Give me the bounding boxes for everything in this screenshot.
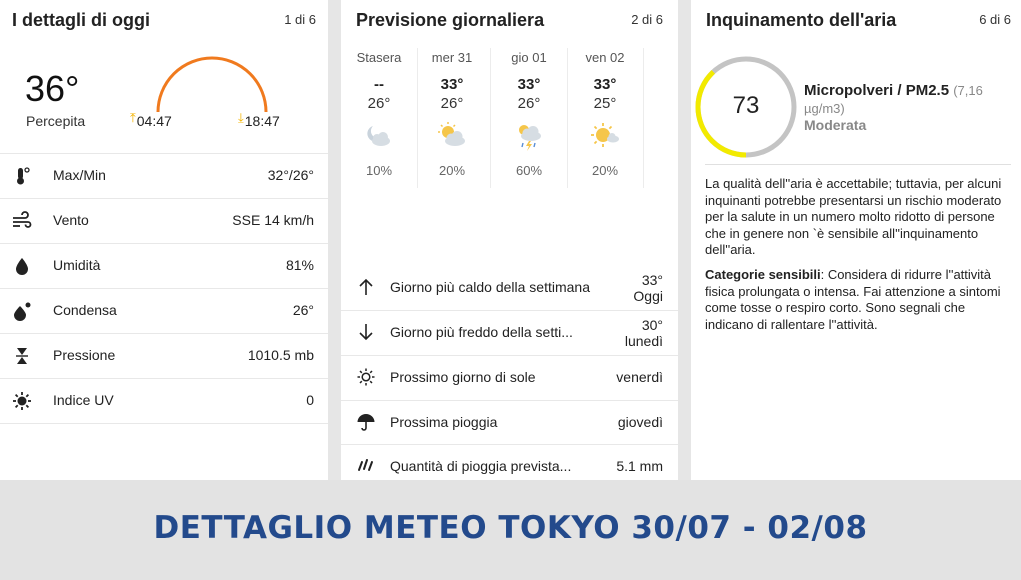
detail-label: Indice UV (53, 392, 114, 408)
today-details-card (0, 0, 328, 480)
detail-row-dew-point (0, 288, 328, 333)
detail-row-uv-index (0, 378, 328, 424)
detail-label: Vento (53, 212, 89, 228)
day-name: gio 01 (511, 50, 547, 65)
air-card-title: Inquinamento dell'aria (706, 10, 897, 30)
info-value: giovedì (617, 414, 663, 430)
day-rain-chance: 60% (515, 163, 543, 178)
detail-label: Umidità (53, 257, 101, 273)
detail-value: 32°/26° (267, 167, 314, 183)
day-high-temp: -- (374, 76, 384, 93)
info-label: Quantità di pioggia prevista... (390, 458, 572, 474)
sensitive-groups-label: Categorie sensibili (705, 267, 821, 282)
daily-forecast-card (341, 0, 678, 480)
rain-amount-icon (356, 456, 376, 476)
current-temperature: 36° (25, 68, 80, 109)
detail-row-pressure (0, 333, 328, 378)
info-value (633, 272, 663, 304)
partly-cloudy-icon (436, 120, 468, 152)
detail-value: 81% (285, 257, 314, 273)
pollutant-label: Micropolveri / PM2.5 (804, 82, 950, 99)
moon-cloud-icon (363, 120, 395, 152)
pollutant-concentration: (7,16 µg/m3) (804, 83, 983, 116)
info-label: Prossima pioggia (390, 414, 498, 430)
divider (705, 164, 1011, 165)
sunrise-time (130, 110, 172, 130)
forecast-day-wed[interactable] (414, 48, 491, 188)
day-name: Stasera (356, 50, 402, 65)
info-value-primary: 33° (641, 272, 663, 288)
day-high-temp: 33° (593, 76, 617, 93)
thermometer-icon (12, 166, 32, 186)
forecast-day-tonight[interactable] (341, 48, 418, 188)
day-name: ven 02 (585, 50, 625, 65)
sunrise-arrow-icon: ⤒ (130, 110, 136, 125)
day-high-temp: 33° (440, 76, 464, 93)
umbrella-icon (356, 412, 376, 432)
info-value-primary: 30° (641, 317, 663, 333)
pressure-icon (12, 346, 32, 366)
sun-cloud-icon (589, 120, 621, 152)
detail-label: Max/Min (53, 167, 106, 183)
sunset-time (238, 110, 280, 130)
air-card-count: 6 di 6 (979, 12, 1011, 27)
air-quality-card (691, 0, 1021, 480)
sun-icon (356, 367, 376, 387)
sunset-label: 18:47 (244, 113, 280, 129)
detail-row-humidity (0, 243, 328, 288)
detail-row-max-min (0, 153, 328, 198)
sun-arc-icon (150, 52, 275, 114)
day-low-temp: 26° (367, 95, 391, 112)
wind-icon (12, 211, 32, 231)
day-rain-chance: 20% (438, 163, 466, 178)
info-value-secondary: Oggi (633, 288, 663, 304)
detail-label: Pressione (53, 347, 116, 363)
day-low-temp: 26° (440, 95, 464, 112)
title-banner (0, 480, 1021, 580)
info-value: venerdì (616, 369, 663, 385)
info-row-coldest-day[interactable] (341, 310, 678, 355)
forecast-card-count: 2 di 6 (631, 12, 663, 27)
info-label: Giorno più freddo della setti... (390, 324, 573, 340)
arrow-up-icon (356, 277, 376, 297)
day-high-temp: 33° (517, 76, 541, 93)
dew-point-icon (12, 301, 32, 321)
detail-value: 26° (292, 302, 314, 318)
detail-value: SSE 14 km/h (232, 212, 314, 228)
sunrise-label: 04:47 (136, 113, 172, 129)
detail-value: 0 (306, 392, 314, 408)
detail-row-wind (0, 198, 328, 243)
forecast-day-thu[interactable] (491, 48, 568, 188)
day-rain-chance: 10% (365, 163, 393, 178)
banner-title: DETTAGLIO METEO TOKYO 30/07 - 02/08 (153, 510, 868, 546)
day-name: mer 31 (431, 50, 473, 65)
detail-label: Condensa (53, 302, 117, 318)
info-row-next-rain[interactable] (341, 400, 678, 445)
today-card-count: 1 di 6 (284, 12, 316, 27)
detail-value: 1010.5 mb (247, 347, 314, 363)
air-description: La qualità dell''aria è accettabile; tuttavia, per alcuni inquinanti potrebbe presentarsi un rischio moderato per la salute in un numero molto ridotto di persone che in genere non `è sensibile all''inquinamento dell''aria. (705, 176, 1002, 257)
today-card-title: I dettagli di oggi (12, 10, 150, 30)
arrow-down-icon (356, 322, 376, 342)
forecast-card-title: Previsione giornaliera (356, 10, 545, 30)
pollutant-name (804, 82, 1014, 118)
info-row-rain-amount[interactable] (341, 444, 678, 480)
sensitive-groups-advice: : Considera di ridurre l''attività fisica prolungata o intensa. Fai attenzione a sintomi come tosse o respiro corto. Sono segnali che indicano di rallentare l''attività. (705, 267, 1001, 332)
aqi-value: 73 (732, 92, 760, 119)
day-low-temp: 26° (517, 95, 541, 112)
forecast-day-fri[interactable] (567, 48, 644, 188)
day-rain-chance: 20% (591, 163, 619, 178)
info-row-hottest-day[interactable] (341, 266, 678, 310)
air-quality-level: Moderata (804, 117, 867, 133)
info-value (625, 317, 663, 349)
info-label: Prossimo giorno di sole (390, 369, 536, 385)
info-row-next-sunny-day[interactable] (341, 355, 678, 400)
uv-sun-icon (12, 391, 32, 411)
perceived-label: Percepita (26, 113, 86, 129)
info-value-secondary: lunedì (624, 333, 663, 349)
humidity-drop-icon (12, 256, 32, 276)
day-low-temp: 25° (593, 95, 617, 112)
sunset-arrow-icon: ⤓ (238, 110, 244, 125)
info-value: 5.1 mm (616, 458, 663, 474)
info-label: Giorno più caldo della settimana (390, 279, 591, 295)
thunderstorm-icon (513, 120, 545, 152)
sensitive-groups-text (705, 267, 1015, 333)
